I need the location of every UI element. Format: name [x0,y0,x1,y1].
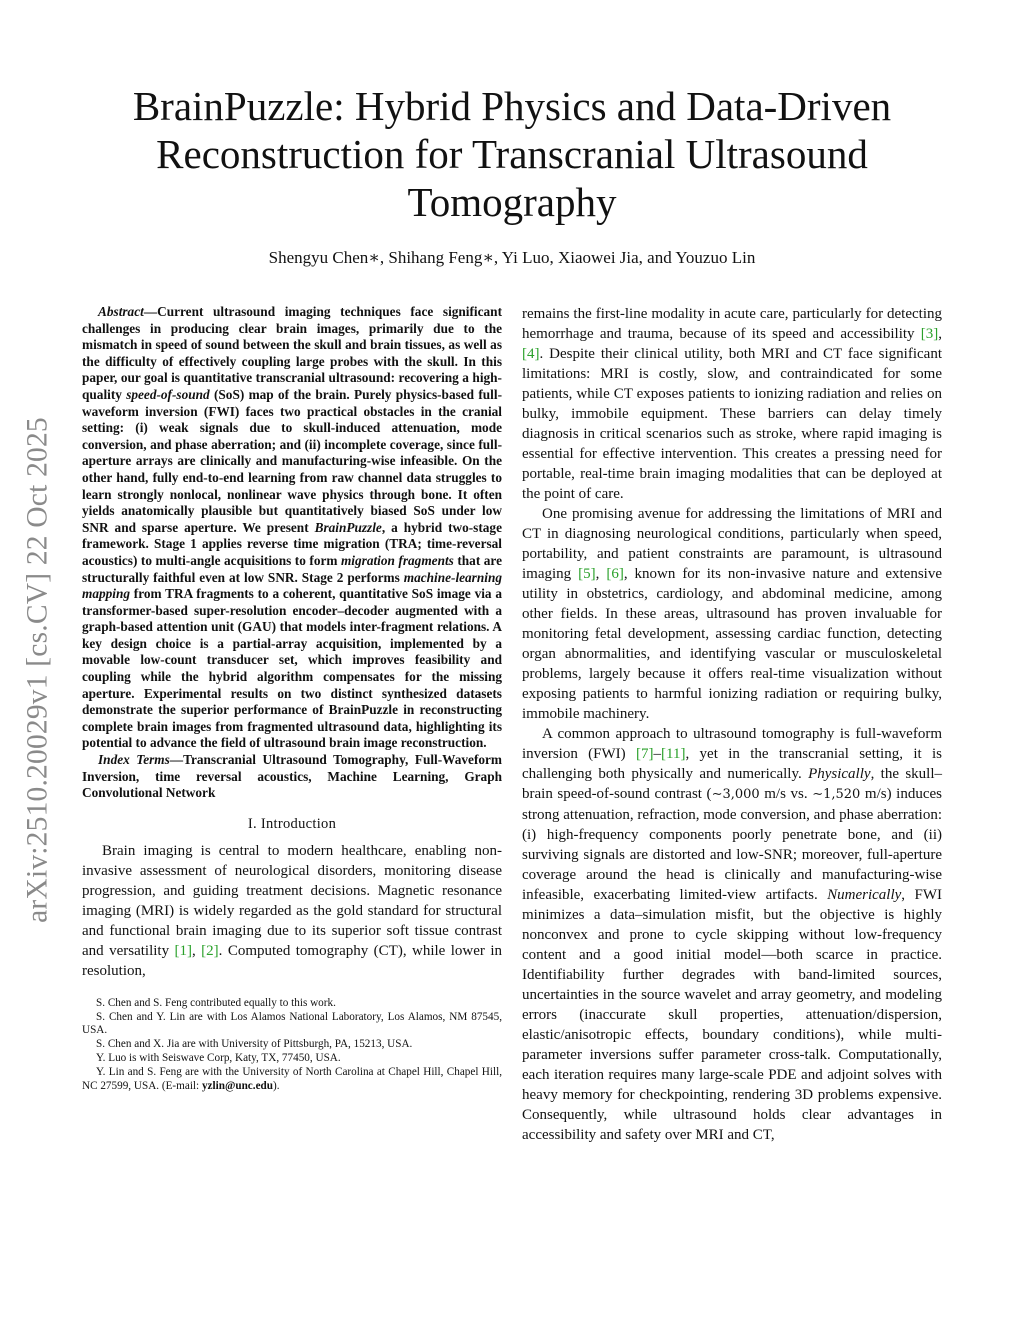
citation-11[interactable]: [11] [661,746,686,762]
right-p3-text-e: m/s) induces strong attenuation, refraction, mode conversion, and phase aberration: (i) high-frequency components poorly penetrate bone, and (ii) surviving signals are distorted and low-SNR; moreover, full-aperture coverage around the head is clinically and manufacturing-wise infeasible, exacerbating limited-view artifacts. [522,786,942,903]
abstract [82,304,502,752]
footnote-3: S. Chen and X. Jia are with University of Pittsburgh, PA, 15213, USA. [96,1038,413,1051]
footnote-1: S. Chen and S. Feng contributed equally to this work. [96,996,336,1009]
index-terms-text: —Transcranial Ultrasound Tomography, Full-Waveform Inversion, time reversal acoustics, Machine Learning, Graph Convolutional Network [82,752,502,801]
arxiv-identifier: arXiv:2510.20029v1 [cs.CV] 22 Oct 2025 [21,417,54,923]
citation-3[interactable]: [3] [920,326,939,342]
footnote-5-text: Y. Lin and S. Feng are with the University of North Carolina at Chapel Hill, Chapel Hill, NC 27599, USA. (E-mail: [82,1065,502,1092]
footnote-4: Y. Luo is with Seiswave Corp, Katy, TX, 77450, USA. [96,1052,341,1064]
citation-1[interactable]: [1] [174,942,192,959]
abstract-em-3: migration fragments [340,552,454,568]
abstract-text-5: from TRA fragments to a coherent, quantitative SoS image via a transformer-based super-resolution encoder–decoder augmented with a graph-based attention unit (GAU) that models inter-fragment relations. A key design choice is a partial-array acquisition, implemented by a movable low-count transducer set, which improves feasibility and coupling while the hybrid algorithm compensates for the missing aperture. Experimental results on two distinct synthesized datasets demonstrate the superior performance of BrainPuzzle in reconstructing complete brain images from fragmented ultrasound data, highlighting its potential to advance the field of ultrasound brain image reconstruction. [82,586,502,751]
abstract-em-4: machine-learning mapping [82,569,502,602]
right-p1-text-b: . Despite their clinical utility, both MRI and CT face significant limitations: MRI is costly, slow, and contraindicated for some patients, while CT exposes patients to ionizing radiation and relies on bulky, immobile equipment. These barriers can delay timely diagnosis in critical scenarios such as stroke, where rapid imaging is essential for effective intervention. This creates a pressing need for portable, real-time brain imaging modalities that can be deployed at the point of care. [522,346,942,502]
author-list: Shengyu Chen∗, Shihang Feng∗, Yi Luo, Xiaowei Jia, and Youzuo Lin [268,248,756,267]
arxiv-sidebar-stamp [8,370,68,970]
intro-p1-text-b: . Computed tomography (CT), while lower in resolution, [82,942,502,979]
citation-6[interactable]: [6] [606,566,624,582]
intro-p1-text-a: Brain imaging is central to modern healthcare, enabling non-invasive assessment of neurological disorders, monitoring disease progression, and guiding treatment decisions. Magnetic resonance imaging (MRI) is widely regarded as the gold standard for structural and functional brain imaging due to its superior soft tissue contrast and versatility [82,842,502,959]
paper-title: BrainPuzzle: Hybrid Physics and Data-Driven Reconstruction for Transcranial Ultrasound Tomography [132,83,892,225]
citation-5[interactable]: [5] [578,566,596,582]
right-p3-text-c: , the skull–brain speed-of-sound contrast ( [522,766,942,802]
footnote-5-end: ). [272,1079,280,1092]
abstract-text-4: that are structurally faithful even at low SNR. Stage 2 performs [82,552,502,585]
index-terms-lead: Index Terms [98,752,170,768]
right-p1-text-a: remains the first-line modality in acute care, particularly for detecting hemorrhage and trauma, because of its speed and accessibility [522,306,942,342]
right-p2-text-b: , known for its non-invasive nature and extensive utility in obstetrics, cardiology, and abdominal medicine, among other fields. In these areas, ultrasound has proven invaluable for monitoring fetal development, assessing cardiac function, detecting organ abnormalities, and identifying vascular or musculoskeletal problems, largely because it offers real-time visualization without exposing patients to harmful ionizing radiation or requiring bulky, immobile machinery. [522,566,942,722]
right-p2-text-a: One promising avenue for addressing the limitations of MRI and CT in diagnosing neurological conditions, particularly when speed, portability, and patient constraints are paramount, is ultrasound imaging [522,506,942,582]
abstract-text-3: , a hybrid two-stage framework. Stage 1 applies reverse time migration (TRA; time-reversal acoustics) to multi-angle acquisitions to form [82,519,502,568]
right-p3-text-d: m/s vs. [759,786,813,802]
right-paragraph-3: A common approach to ultrasound tomography is full-waveform inversion (FWI) [7]–[11], yet in the transcranial setting, it is challenging both physically and numerically. Physically, the skull–brain speed-of-sound contrast (∼3,000 m/s vs. ∼1,520 m/s) induces strong attenuation, refraction, mode conversion, and phase aberration: (i) high-frequency components poorly penetrate bone, and (ii) surviving signals are distorted and low-SNR; moreover, full-aperture coverage around the head is clinically and manufacturing-wise infeasible, exacerbating limited-view artifacts. Numerically, FWI minimizes a data–simulation misfit, but the objective is highly nonconvex and prone to cycle skipping without low-frequency content and a good initial model—both scarce in practice. Identifiability further degrades with band-limited sources, uncertainties in the source wavelet and array geometry, and modeling errors (inaccurate skull properties, attenuation/dispersion, elastic/anisotropic effects, boundary conditions), while multi-parameter inversions suffer parameter cross-talk. Computationally, each iteration requires many large-scale PDE and adjoint solves with heavy memory for checkpointing, rendering 3D problems expensive. Consequently, while ultrasound holds clear advantages in accessibility and safety over MRI and CT, [522,726,942,1143]
intro-paragraph-1: Brain imaging is central to modern healthcare, enabling non-invasive assessment of neurological disorders, monitoring disease progression, and guiding treatment decisions. Magnetic resonance imaging (MRI) is widely regarded as the gold standard for structural and functional brain imaging due to its superior soft tissue contrast and versatility [1], [2]. Computed tomography (CT), while lower in resolution, [82,842,502,979]
abstract-text-2: (SoS) map of the brain. Purely physics-based full-waveform inversion (FWI) faces two practical obstacles in the cranial setting: (i) weak signals due to skull-induced attenuation, mode conversion, and phase aberration; and (ii) incomplete coverage, since full-aperture arrays are clinically and manufacturing-wise infeasible. On the other hand, fully end-to-end learning from raw channel data struggles to learn strongly nonlocal, nonlinear wave physics through bone. It often yields anatomically plausible but quantitatively biased SoS under low SNR and sparse aperture. We present [82,386,502,535]
footnotes [82,997,502,1094]
right-column [522,304,942,1145]
abstract-em-1: speed-of-sound [126,386,210,402]
footnote-5 [82,1066,502,1094]
em-numerically: Numerically [827,887,902,903]
math-brain-speed: ∼1,520 [812,787,861,802]
left-column [82,304,502,1093]
abstract-lead: Abstract [98,304,144,319]
em-physically: Physically [808,766,871,782]
math-skull-speed: ∼3,000 [711,787,760,802]
right-paragraph-1: remains the first-line modality in acute care, particularly for detecting hemorrhage and trauma, because of its speed and accessibility [3], [4]. Despite their clinical utility, both MRI and CT face significant limitations: MRI is costly, slow, and contraindicated for some patients, while CT exposes patients to ionizing radiation and relies on bulky, immobile equipment. These barriers can delay timely diagnosis in critical scenarios such as stroke, where rapid imaging is essential for effective intervention. This creates a pressing need for portable, real-time brain imaging modalities that can be deployed at the point of care. [522,306,942,502]
index-terms [82,752,502,802]
abstract-text-1: —Current ultrasound imaging techniques face significant challenges in producing clear brain images, primarily due to the mismatch in speed of sound between the skull and brain tissues, as well as the difficulty of effectively coupling large probes with the skull. In this paper, our goal is quantitative transcranial ultrasound: recovering a high-quality [82,304,502,402]
abstract-em-2: BrainPuzzle [314,519,382,535]
right-paragraph-2: One promising avenue for addressing the limitations of MRI and CT in diagnosing neurological conditions, particularly when speed, portability, and patient constraints are paramount, is ultrasound imaging [5], [6], known for its non-invasive nature and extensive utility in obstetrics, cardiology, and abdominal medicine, among other fields. In these areas, ultrasound has proven invaluable for monitoring fetal development, assessing cardiac function, detecting organ abnormalities, and identifying vascular or musculoskeletal problems, largely because it offers real-time visualization without exposing patients to harmful ionizing radiation or requiring bulky, immobile machinery. [522,506,942,722]
contact-email[interactable]: yzlin@unc.edu [201,1079,273,1092]
citation-2[interactable]: [2] [201,942,219,959]
right-p3-text-a: A common approach to ultrasound tomography is full-waveform inversion (FWI) [522,726,942,762]
citation-7[interactable]: [7] [636,746,654,762]
footnote-2: S. Chen and Y. Lin are with Los Alamos National Laboratory, Los Alamos, NM 87545, USA. [82,1010,502,1037]
right-p3-text-b: , yet in the transcranial setting, it is challenging both physically and numerically. [522,746,942,782]
right-p3-text-f: , FWI minimizes a data–simulation misfit, but the objective is highly nonconvex and prone to cycle skipping without low-frequency content and a good initial model—both scarce in practice. Identifiability further degrades with band-limited sources, uncertainties in the source wavelet and array geometry, and modeling errors (inaccurate skull properties, attenuation/dispersion, elastic/anisotropic effects, boundary conditions), while multi-parameter inversions suffer parameter cross-talk. Computationally, each iteration requires many large-scale PDE and adjoint solves with heavy memory for checkpointing, rendering 3D problems expensive. Consequently, while ultrasound holds clear advantages in accessibility and safety over MRI and CT, [522,887,942,1143]
citation-4[interactable]: [4] [522,346,540,362]
section-heading-introduction: I. Introduction [247,815,337,832]
